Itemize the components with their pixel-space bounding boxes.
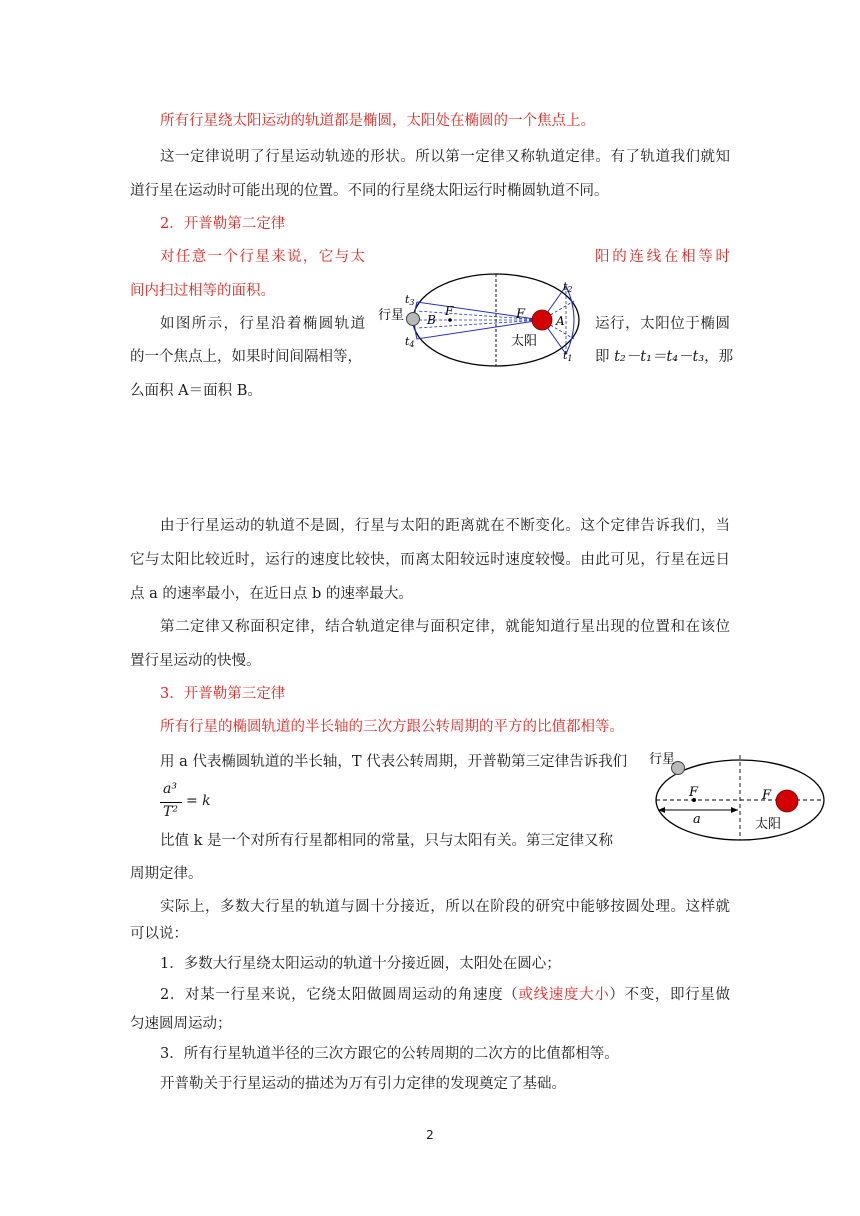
sun-label: 太阳 — [511, 334, 538, 349]
t2-label: t2 — [563, 280, 573, 294]
law3-desc-line1: 用 a 代表椭圆轨道的半长轴，T 代表公转周期，开普勒第三定律告诉我们 — [160, 754, 628, 770]
summary-line2: 可以说： — [130, 926, 188, 942]
focus-dot — [448, 318, 452, 322]
law2-heading: 2．开普勒第二定律 — [160, 216, 286, 232]
law2-statement-line2: 间内扫过相等的面积。 — [130, 283, 275, 299]
formula-denominator: T² — [163, 804, 178, 820]
area-law-diagram — [370, 265, 590, 375]
law2-desc3: 么面积 A＝面积 B。 — [130, 383, 262, 399]
law2-para2-line2: 置行星运动的快慢。 — [130, 653, 261, 669]
kepler-formula — [160, 781, 230, 825]
law2-para1-line3: 点 a 的速率最小，在近日点 b 的速率最大。 — [130, 586, 413, 602]
planet-icon — [407, 313, 420, 326]
axis-label: a — [693, 812, 701, 827]
law2-desc-left: 如图所示，行星沿着椭圆轨道 — [160, 316, 365, 332]
law2-para2-line1: 第二定律又称面积定律，结合轨道定律与面积定律，就能知道行星出现的位置和在该位 — [160, 619, 730, 635]
planet-label: 行星 — [378, 308, 405, 323]
summary-item2: 2．对某一行星来说，它绕太阳做圆周运动的角速度（或线速度大小）不变，即行星做 — [160, 987, 730, 1003]
sun-label-2: 太阳 — [755, 817, 782, 832]
law1-explain-line1: 这一定律说明了行星运动轨迹的形状。所以第一定律又称轨道定律。有了轨道我们就知 — [160, 149, 730, 165]
summary-item2-line2: 匀速圆周运动； — [130, 1016, 232, 1032]
sun-icon-2 — [776, 790, 798, 812]
time-equation: t₂－t₁＝t₄－t₃ — [614, 349, 705, 365]
law2-para1-line1: 由于行星运动的轨道不是圆，行星与太阳的距离就在不断变化。这个定律告诉我们，当 — [160, 518, 730, 534]
law1-explain-line2: 道行星在运动时可能出现的位置。不同的行星绕太阳运行时椭圆轨道不同。 — [130, 183, 609, 199]
law3-statement: 所有行星的椭圆轨道的半长轴的三次方跟公转周期的平方的比值都相等。 — [160, 719, 624, 735]
t1-label: t1 — [563, 349, 573, 363]
focus-label: F — [516, 307, 526, 322]
page-number: 2 — [426, 1128, 434, 1142]
law1-statement: 所有行星绕太阳运动的轨道都是椭圆，太阳处在椭圆的一个焦点上。 — [160, 113, 595, 129]
summary-line1: 实际上，多数大行星的轨道与圆十分接近，所以在阶段的研究中能够按圆处理。这样就 — [160, 899, 730, 915]
summary-item2-highlight: 或线速度大小 — [518, 987, 610, 1003]
area-b-label: B — [427, 313, 436, 327]
summary-item1: 1．多数大行星绕太阳运动的轨道十分接近圆，太阳处在圆心； — [160, 956, 561, 972]
focus2-label-2: F — [762, 788, 772, 803]
law2-statement-left: 对任意一个行星来说，它与太 — [160, 249, 365, 265]
formula-rhs: = k — [186, 793, 211, 809]
law2-desc2-left: 的一个焦点上，如果时间间隔相等， — [130, 349, 362, 365]
area-a-label: A — [556, 314, 565, 328]
law2-para1-line2: 它与太阳比较近时，运行的速度比较快，而离太阳较远时速度较慢。由此可见，行星在远日 — [130, 552, 730, 568]
law2-desc2-right: 即 t₂－t₁＝t₄－t₃，那 — [595, 349, 734, 365]
law3-heading: 3．开普勒第三定律 — [160, 686, 286, 702]
summary-closing: 开普勒关于行星运动的描述为万有引力定律的发现奠定了基础。 — [160, 1076, 566, 1092]
law3-desc-line2: 比值 k 是一个对所有行星都相同的常量，只与太阳有关。第三定律又称 — [160, 833, 614, 849]
t3-label: t3 — [405, 293, 415, 307]
summary-item3: 3．所有行星轨道半径的三次方跟它的公转周期的二次方的比值都相等。 — [160, 1046, 619, 1062]
focus2-label: F — [445, 304, 454, 318]
law2-statement-right: 阳的连线在相等时 — [595, 249, 730, 265]
formula-numerator: a³ — [163, 781, 177, 797]
planet-label-2: 行星 — [649, 752, 676, 767]
law3-desc-line3: 周期定律。 — [130, 866, 203, 882]
law2-desc-right: 运行，太阳位于椭圆 — [595, 316, 730, 332]
period-law-diagram — [645, 745, 830, 845]
focus-label-2: F — [689, 785, 699, 800]
sun-icon — [532, 310, 552, 330]
t4-label: t4 — [405, 335, 415, 349]
